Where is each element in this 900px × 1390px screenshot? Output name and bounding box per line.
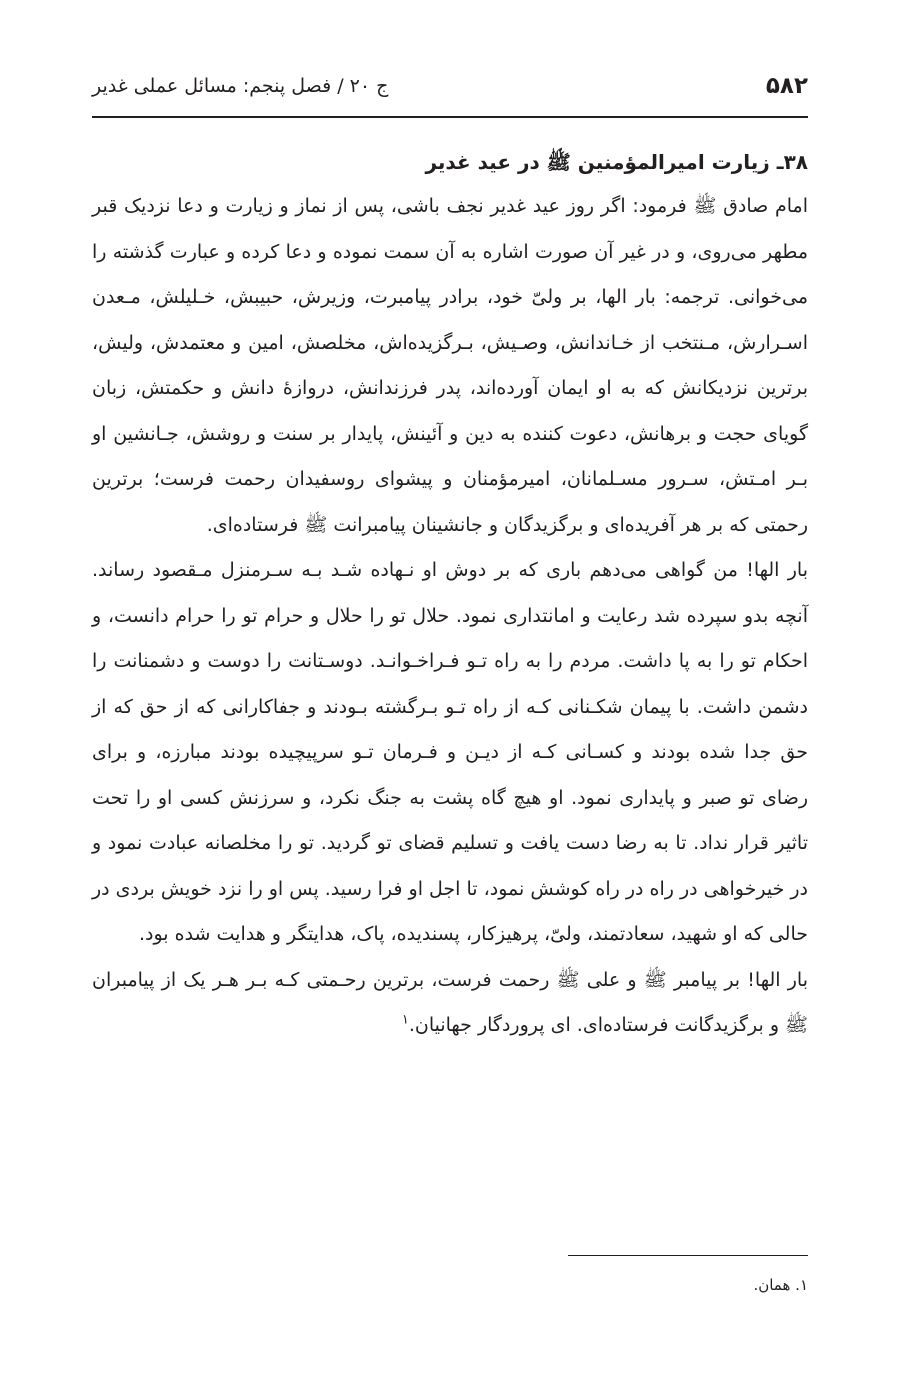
footnote-divider	[568, 1255, 808, 1256]
body-paragraph: امام صادق ﷺ فرمود: اگر روز عید غدیر نجف باشی، پس از نماز و زیارت و دعا نزدیک قبر مطهر می‌روی، و در غیر آن صورت اشاره به آن سمت نموده و دعا کرده و عبارت گذشته را می‌خوانی. ترجمه: بار الها، بر ولیّ خود، برادر پیامبرت، وزیرش، حبیبش، خـلیلش، مـعدن اسـرارش، مـنتخب از خـاندانش، وصـیش، بـرگزیده‌اش، مخلصش، امین و معتمدش، ولیش، برترین نزدیکانش که به او ایمان آورده‌اند، پدر فرزندانش، دروازۀ دانش و حکمتش، زبان گویای حجت و برهانش، دعوت کننده به دین و آئینش، پایدار بر سنت و روشش، جـانشین او بـر امـتش، سـرور مسـلمانان، امیرمؤمنان و پیشوای روسفیدان رحمت فرست؛ برترین رحمتی که بر هر آفریده‌ای و برگزیدگان و جانشینان پیامبرانت ﷺ فرستاده‌ای.	[92, 195, 808, 536]
book-page	[92, 0, 808, 1390]
page-body	[92, 142, 808, 1049]
body-paragraph-text: بار الها! بر پیامبر ﷺ و علی ﷺ رحمت فرست، برترین رحـمتی کـه بـر هـر یک از پیامبران ﷺ و برگزیدگانت فرستاده‌ای. ای پروردگار جهانیان.	[92, 968, 808, 1036]
section-title: ۳۸ـ زیارت امیرالمؤمنین ﷺ در عید غدیر	[425, 150, 808, 174]
footnote-reference[interactable]: ۱	[401, 1012, 409, 1028]
page-header	[92, 66, 808, 106]
header-divider	[92, 116, 808, 118]
footnote: ۱. همان.	[753, 1276, 808, 1294]
body-paragraph	[92, 958, 808, 1049]
body-paragraph: بار الها! من گواهی می‌دهم باری که بر دوش او نـهاده شـد بـه سـرمنزل مـقصود رساند. آنچه بدو سپرده شد رعایت و امانتداری نمود. حلال تو را حلال و حرام تو را حرام دانست، و احکام تو را به پا داشت. مردم را به راه تـو فـراخـوانـد. دوسـتانت را دوست و دشمنانت را دشمن داشت. با پیمان شکـنانی کـه از راه تـو بـرگشته بـودند و جفاکارانی که از حق که از حق جدا شده بودند و کسـانی کـه از دیـن و فـرمان تـو سرپیچیده بودند مبارزه، و برای رضای تو صبر و پایداری نمود. او هیچ گاه پشت به جنگ نکرد، و سرزنش کسی او را تحت تاثیر قرار نداد. تا به رضا دست یافت و تسلیم قضای تو گردید. تو را مخلصانه عبادت نمود و در خیرخواهی در راه در راه کوشش نمود، تا اجل او فرا رسید. پس او را نزد خویش بردی در حالی که او شهید، سعادتمند، ولیّ، پرهیزکار، پسندیده، پاک، هدایتگر و هدایت شده بود.	[92, 559, 808, 945]
page-number: ۵۸۲	[765, 73, 808, 99]
running-head: ج ۲۰ / فصل پنجم: مسائل عملی غدیر	[92, 75, 389, 97]
